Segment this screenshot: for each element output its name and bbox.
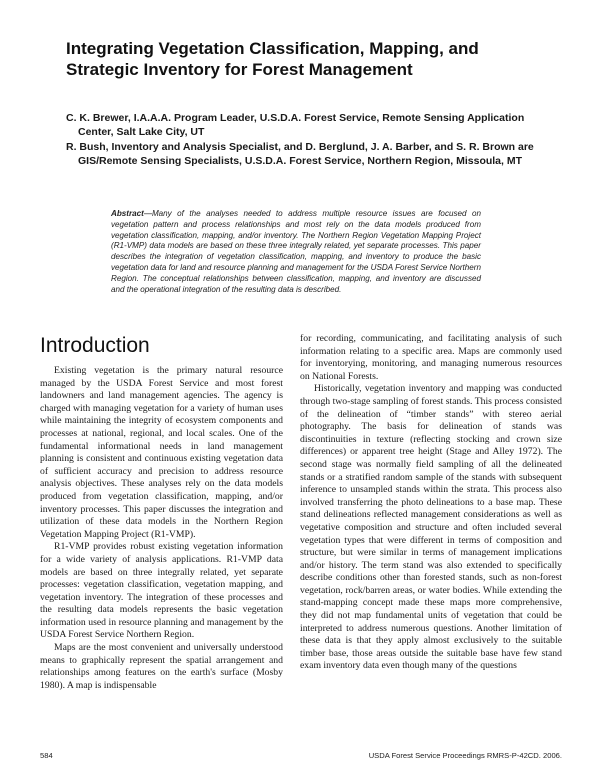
abstract-text: Many of the analyses needed to address multiple resource issues are focused on vegetation pattern and process relationships and most rely on the data models produced from vegetation classification, mapping, and/or inventory. The Northern Region Vegetation Mapping Project (R1-VMP) data models are based on these three integrally related, yet separate processes. This paper describes the integration of vegetation classification, mapping, and inventory to produce the basic vegetation data for land and resource planning and management for the USDA Forest Service Northern Region. The conceptual relationships between classification, mapping, and inventory are discussed and the operational integration of the resulting data is described. — [111, 209, 481, 294]
body-paragraph-continued: for recording, communicating, and facilitating analysis of such information relating to a specific area. Maps are commonly used for inventorying, monitoring, and managing numerous resources on National Forests. — [300, 333, 562, 382]
body-paragraph: Existing vegetation is the primary natural resource managed by the USDA Forest Service and most forest landowners and land management agencies. The agency is charged with managing vegetation for a variety of human uses while maintaining the integrity of ecosystem components and processes at national, regional, and local scales. One of the fundamental informational needs in land management planning is consistent and continuous existing vegetation data of sufficient accuracy and precision to address resource analysis objectives. These analyses rely on the data models produced from vegetation classification, mapping, and/or inventory processes. This paper discusses the integration and utilization of these data models in the Northern Region Vegetation Mapping Project (R1-VMP). — [40, 365, 283, 540]
left-column — [40, 365, 283, 692]
abstract-dash: — — [143, 209, 152, 218]
body-paragraph: Maps are the most convenient and universally understood means to graphically represent the spatial arrangement and relationships among features on the earth's surface (Mosby 1980). A map is indispensable — [40, 642, 283, 691]
author-block — [66, 111, 546, 169]
author-line-2: R. Bush, Inventory and Analysis Specialist, and D. Berglund, J. A. Barber, and S. R. Brown are GIS/Remote Sensing Specialists, U.S.D.A. Forest Service, Northern Region, Missoula, MT — [66, 140, 534, 168]
body-paragraph: Historically, vegetation inventory and mapping was conducted through two-stage sampling of forest stands. This process consisted of the delineation of “timber stands” with stereo aerial photography. The basis for delineation of stands was discontinuities in texture (reflecting stocking and crown size differences) or apparent tree height (Stage and Alley 1972). The second stage was normally field sampling of all the delineated stands or a stratified random sample of the stands with subsequent inference to unsampled stands within the strata. This process also involved transferring the photo delineations to a base map. These stand delineations reflected management considerations as well as vegetative composition and structure and often included several vegetation types that were different in terms of composition and structure, but were similar in terms of management implications and/or history. The term stand was also extended to specifically describe conditions other than forested stands, such as non-forest vegetation, rock/barren areas, or water bodies. While extending the stand-mapping concept made these maps more comprehensive, they did not map fundamental units of vegetation that could be interpreted to address numerous questions. Another limitation of these data is that they apply almost exclusively to the suitable timber base, those areas outside the suitable base have few stand exam inventory data even though many of the questions — [300, 383, 562, 672]
abstract — [111, 209, 481, 295]
abstract-label: Abstract — [111, 209, 144, 218]
right-column — [300, 333, 562, 673]
paper-title: Integrating Vegetation Classification, Mapping, and Strategic Inventory for Forest Management — [66, 39, 479, 79]
author-line-1: C. K. Brewer, I.A.A.A. Program Leader, U.S.D.A. Forest Service, Remote Sensing Application Center, Salt Lake City, UT — [66, 112, 525, 139]
section-heading-introduction: Introduction — [40, 334, 150, 357]
page-number: 584 — [40, 751, 53, 760]
footer-source: USDA Forest Service Proceedings RMRS-P-42CD. 2006. — [368, 751, 562, 760]
body-paragraph: R1-VMP provides robust existing vegetation information for a wide variety of analysis applications. R1-VMP data models are based on three integrally related, yet separate processes: vegetation classification, vegetation mapping, and vegetation inventory. The integration of these processes and the resulting data models represents the basic vegetation information used in resource planning and management by the USDA Forest Service Northern Region. — [40, 541, 283, 641]
